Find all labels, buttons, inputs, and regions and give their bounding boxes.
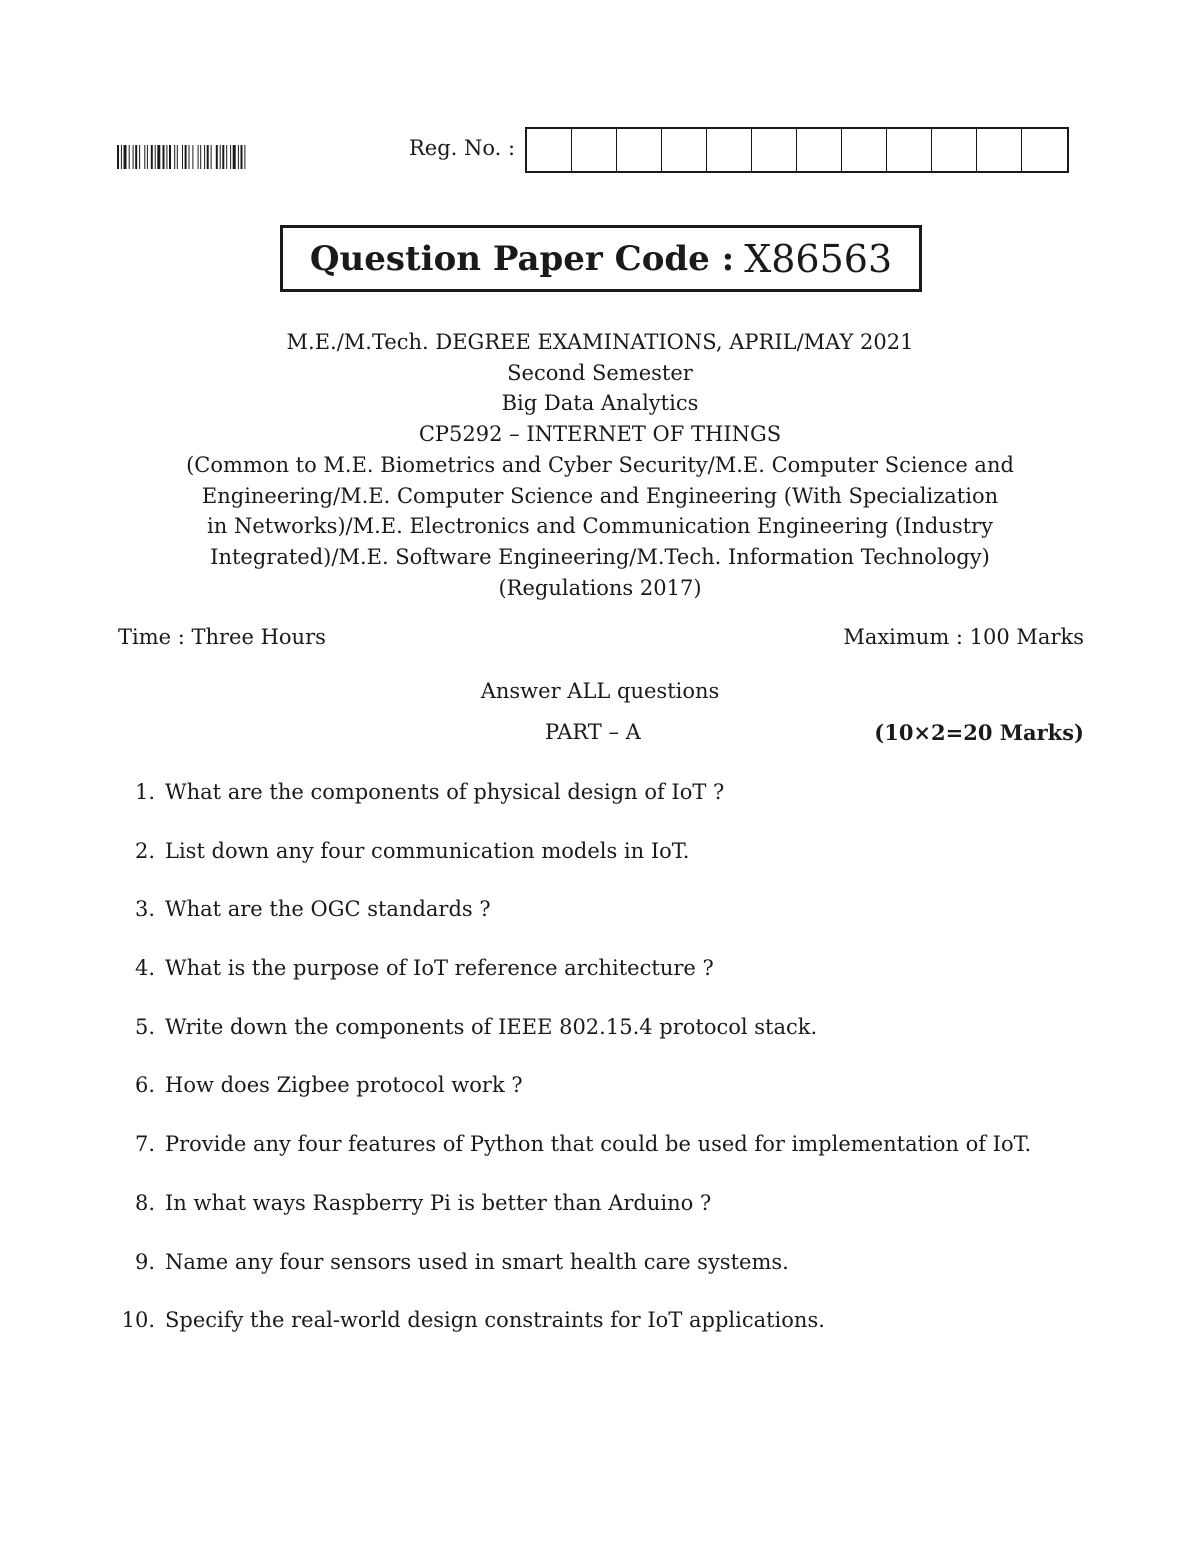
barcode-bar (226, 145, 227, 169)
barcode-bar (241, 145, 243, 169)
barcode-bar (204, 145, 205, 169)
question-number: 9. (134, 1250, 155, 1274)
course-title: CP5292 – INTERNET OF THINGS (418, 422, 782, 447)
question-text: What is the purpose of IoT reference architecture ? (165, 956, 714, 980)
barcode-bar (174, 145, 175, 169)
barcode-bar (157, 145, 160, 169)
question-text: Name any four sensors used in smart health care systems. (165, 1250, 789, 1274)
maximum-marks-label: Maximum : 100 Marks (843, 625, 1084, 649)
barcode-bar (121, 145, 122, 169)
question-text: In what ways Raspberry Pi is better than Arduino ? (165, 1191, 712, 1215)
question-number: 2. (134, 839, 155, 863)
barcode-bar (182, 145, 183, 169)
reg-no-box (842, 129, 887, 171)
barcode-bar (147, 145, 148, 169)
common-to-line: Engineering/M.E. Computer Science and Engineering (With Specialization (201, 483, 999, 508)
reg-no-box (527, 129, 572, 171)
barcode-bar (207, 145, 209, 169)
barcode-bar (117, 145, 119, 169)
question-text: Specify the real-world design constraints for IoT applications. (165, 1308, 825, 1332)
part-marks: (10×2=20 Marks) (874, 720, 1084, 745)
barcode-bar (192, 145, 193, 169)
question-number: 10. (121, 1308, 155, 1332)
question-number: 7. (134, 1132, 155, 1156)
reg-no-label: Reg. No. : (409, 136, 516, 160)
exam-title: M.E./M.Tech. DEGREE EXAMINATIONS, APRIL/MAY 2021 (286, 330, 914, 354)
barcode-bar (220, 145, 221, 169)
reg-no-box (887, 129, 932, 171)
barcode-bar (166, 145, 167, 169)
reg-no-box (797, 129, 842, 171)
question-text: List down any four communication models in IoT. (165, 839, 690, 863)
barcode-bar (244, 145, 245, 169)
reg-no-box (572, 129, 617, 171)
barcode-bar (238, 145, 239, 169)
question-text: How does Zigbee protocol work ? (165, 1073, 523, 1097)
question-number: 8. (134, 1191, 155, 1215)
barcode-bar (230, 145, 231, 169)
barcode-bar (211, 145, 212, 169)
reg-no-box (752, 129, 797, 171)
common-to-line: in Networks)/M.E. Electronics and Communication Engineering (Industry (207, 514, 993, 539)
barcode-bar (198, 145, 199, 169)
question-text: What are the components of physical design of IoT ? (165, 780, 725, 804)
question-number: 4. (134, 956, 155, 980)
barcode-bar (200, 145, 201, 169)
barcode-bar (139, 145, 140, 169)
reg-no-box (1022, 129, 1067, 171)
reg-no-box (662, 129, 707, 171)
barcode-image (117, 145, 295, 169)
regulations: (Regulations 2017) (498, 575, 702, 600)
question-text: Write down the components of IEEE 802.15.4 protocol stack. (165, 1015, 818, 1039)
barcode-bar (233, 145, 236, 169)
exam-header (0, 327, 1200, 603)
question-number: 5. (134, 1015, 155, 1039)
barcode-bar (155, 145, 156, 169)
question-number: 1. (134, 780, 155, 804)
question-text: What are the OGC standards ? (165, 897, 491, 921)
barcode-bar (216, 145, 218, 169)
barcode-bar (151, 145, 153, 169)
question-text: Provide any four features of Python that could be used for implementation of IoT. (165, 1132, 1032, 1156)
instruction: Answer ALL questions (480, 679, 720, 703)
part-heading: PART – A (545, 720, 641, 744)
reg-no-box (707, 129, 752, 171)
barcode-bar (124, 145, 127, 169)
common-to-line: Integrated)/M.E. Software Engineering/M.Tech. Information Technology) (210, 544, 990, 569)
barcode-bar (222, 145, 224, 169)
programme: Big Data Analytics (501, 391, 699, 416)
barcode-bar (129, 145, 130, 169)
barcode-bar (169, 145, 171, 169)
barcode-bar (133, 145, 134, 169)
barcode-bar (135, 145, 137, 169)
semester: Second Semester (507, 360, 693, 385)
question-paper-code-label: Question Paper Code : (309, 238, 735, 279)
barcode-bar (163, 145, 165, 169)
time-label: Time : Three Hours (118, 625, 326, 649)
question-paper-code-value: X86563 (744, 236, 893, 281)
reg-no-box (932, 129, 977, 171)
reg-no-boxes (525, 127, 1069, 173)
question-paper-code-box (280, 225, 922, 292)
barcode-bar (177, 145, 178, 169)
barcode-bar (189, 145, 190, 169)
question-number: 3. (134, 897, 155, 921)
question-number: 6. (134, 1073, 155, 1097)
common-to-line: (Common to M.E. Biometrics and Cyber Security/M.E. Computer Science and (186, 452, 1014, 477)
reg-no-box (977, 129, 1022, 171)
barcode-bar (144, 145, 145, 169)
barcode-bar (185, 145, 187, 169)
reg-no-box (617, 129, 662, 171)
